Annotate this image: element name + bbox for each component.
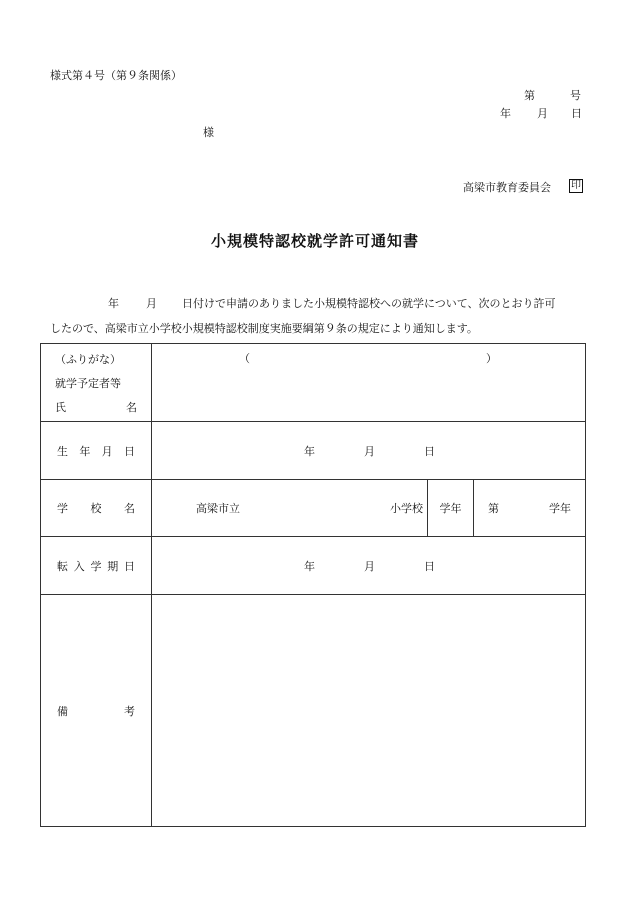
transfer-day: 日 xyxy=(424,559,435,573)
seal-mark: 印 xyxy=(571,180,581,191)
row-birthdate xyxy=(41,422,586,480)
label-remarks-2: 考 xyxy=(124,704,135,718)
grade-prefix: 第 xyxy=(488,502,499,515)
school-suffix: 小学校 xyxy=(390,502,423,515)
label-name-1: 氏 xyxy=(55,401,66,414)
row-student-name xyxy=(41,344,586,422)
label-name xyxy=(55,396,151,420)
grade-suffix: 学年 xyxy=(549,502,571,515)
label-student-name xyxy=(41,344,152,422)
paren-open: （ xyxy=(239,352,250,365)
permit-form-table xyxy=(40,343,586,827)
label-transfer-4: 期 xyxy=(107,559,119,573)
label-remarks-1: 備 xyxy=(57,704,68,718)
label-remarks xyxy=(41,595,152,827)
value-grade[interactable] xyxy=(474,480,586,537)
value-student-name[interactable] xyxy=(152,344,586,422)
label-school-1: 学 xyxy=(57,502,68,515)
recipient-suffix: 様 xyxy=(203,126,214,139)
document-title: 小規模特認校就学許可通知書 xyxy=(210,232,419,250)
label-birth-4: 日 xyxy=(123,444,135,458)
label-school-2: 校 xyxy=(90,502,102,515)
label-transfer-date xyxy=(41,537,152,595)
body-month: 月 xyxy=(146,297,157,310)
form-number: 様式第４号（第９条関係） xyxy=(50,69,182,82)
label-birth-1: 生 xyxy=(57,444,68,458)
doc-number-dai: 第 xyxy=(524,89,535,102)
grade-label: 学年 xyxy=(439,502,462,515)
label-school-3: 名 xyxy=(124,502,135,515)
label-birthdate xyxy=(41,422,152,480)
label-birth-2: 年 xyxy=(79,444,91,458)
label-transfer-3: 学 xyxy=(90,559,102,573)
value-birthdate[interactable] xyxy=(152,422,586,480)
value-remarks[interactable] xyxy=(152,595,586,827)
school-city: 高梁市立 xyxy=(196,502,240,515)
value-transfer-date[interactable] xyxy=(152,537,586,595)
body-line2: したので、高梁市立小学校小規模特認校制度実施要綱第９条の規定により通知します。 xyxy=(50,322,478,335)
label-name-2: 名 xyxy=(126,401,137,414)
label-student: 就学予定者等 xyxy=(55,377,121,390)
row-transfer-date xyxy=(41,537,586,595)
transfer-month: 月 xyxy=(364,559,375,573)
label-transfer-5: 日 xyxy=(124,559,135,573)
date-month: 月 xyxy=(537,107,548,120)
transfer-year: 年 xyxy=(304,559,315,573)
paren-close: ） xyxy=(486,352,497,365)
birth-month: 月 xyxy=(364,444,375,458)
row-school xyxy=(41,480,586,537)
doc-number-go: 号 xyxy=(570,89,581,102)
label-transfer-2: 入 xyxy=(73,559,85,573)
row-remarks xyxy=(41,595,586,827)
label-transfer-1: 転 xyxy=(57,559,68,573)
body-line1: 日付けで申請のありました小規模特認校への就学について、次のとおり許可 xyxy=(182,297,556,310)
birth-day: 日 xyxy=(424,444,435,458)
birth-year: 年 xyxy=(304,444,315,458)
body-year: 年 xyxy=(108,297,119,310)
label-birth-3: 月 xyxy=(101,444,113,458)
date-day: 日 xyxy=(571,107,582,120)
date-year: 年 xyxy=(500,107,511,120)
label-furigana: （ふりがな） xyxy=(55,353,121,366)
value-school[interactable] xyxy=(152,480,428,537)
label-school xyxy=(41,480,152,537)
label-grade xyxy=(428,480,474,537)
issuer: 高梁市教育委員会 xyxy=(463,181,551,194)
